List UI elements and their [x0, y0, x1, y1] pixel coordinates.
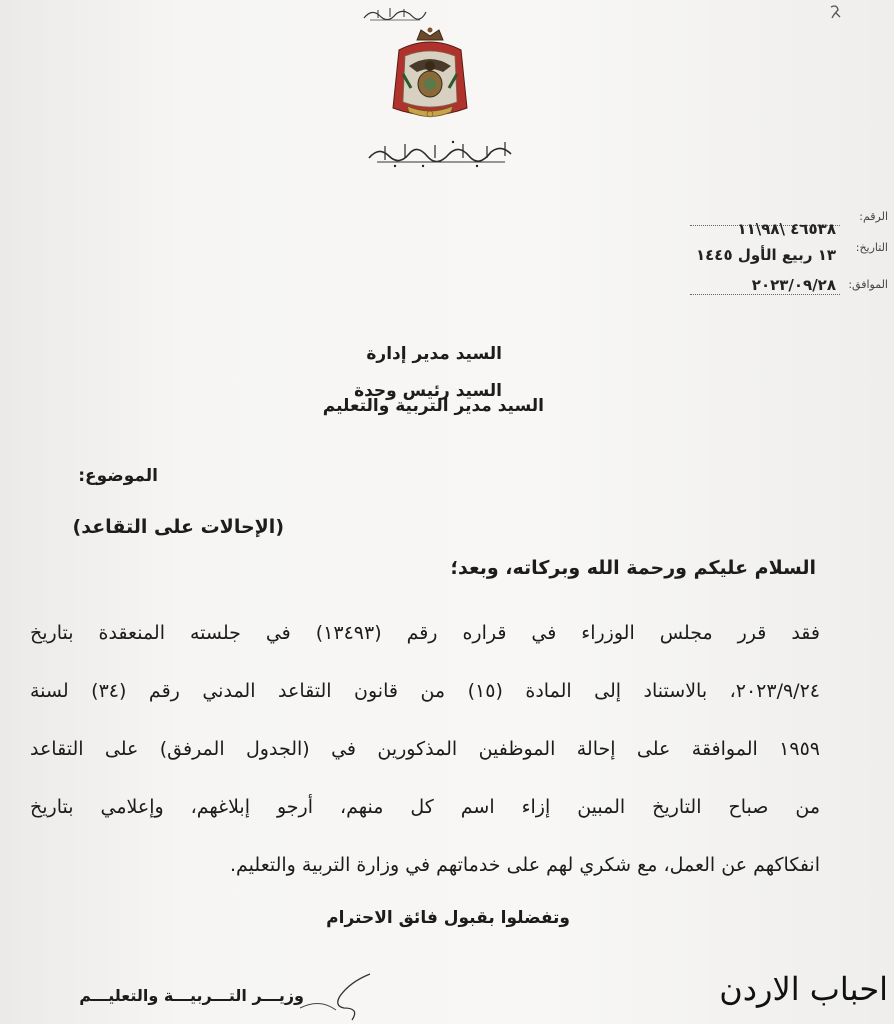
gregorian-date-value: ٢٠٢٣/٠٩/٢٨	[751, 276, 836, 294]
gregorian-date-label: الموافق:	[848, 278, 888, 291]
letter-body	[30, 604, 820, 894]
watermark-text: احباب الاردن	[719, 970, 888, 1008]
closing-line: وتفضلوا بقبول فائق الاحترام	[326, 908, 570, 928]
corner-mark-icon	[828, 4, 842, 20]
ministry-name-calligraphy	[365, 136, 515, 170]
hijri-date-value: ١٣ ربيع الأول ١٤٤٥	[696, 246, 836, 264]
greeting-line: السلام عليكم ورحمة الله وبركاته، وبعد؛	[450, 557, 816, 579]
body-line: انفكاكهم عن العمل، مع شكري لهم على خدماتهم في وزارة التربية والتعليم.	[230, 854, 820, 876]
body-line: من صباح التاريخ المبين إزاء اسم كل منهم، أرجو إبلاغهم، وإعلامي بتاريخ	[30, 796, 820, 818]
reference-number-value: ٤٦٥٣٨ \٩٨\١١	[737, 220, 836, 238]
coat-of-arms-emblem	[385, 26, 475, 126]
addressee-line: السيد رئيس وحدة	[354, 381, 502, 401]
body-line: ٢٠٢٣/٩/٢٤، بالاستناد إلى المادة (١٥) من قانون التقاعد المدني رقم (٣٤) لسنة	[30, 680, 820, 702]
body-line: ١٩٥٩ الموافقة على إحالة الموظفين المذكورين في (الجدول المرفق) على التقاعد	[30, 738, 820, 760]
basmala-calligraphy	[360, 2, 430, 24]
hijri-date-label: التاريخ:	[855, 241, 888, 254]
signature-title: وزيـــر التـــربيـــة والتعليـــم	[79, 986, 304, 1005]
subject-text: (الإحالات على التقاعد)	[72, 516, 284, 538]
body-line: فقد قرر مجلس الوزراء في قراره رقم (١٣٤٩٣) في جلسته المنعقدة بتاريخ	[30, 622, 820, 644]
addressee-line: السيد مدير إدارة	[366, 344, 502, 364]
addressee-line: السيد مدير التربية والتعليم	[322, 396, 544, 416]
reference-number-label: الرقم:	[859, 210, 888, 223]
subject-label: الموضوع:	[78, 466, 158, 486]
